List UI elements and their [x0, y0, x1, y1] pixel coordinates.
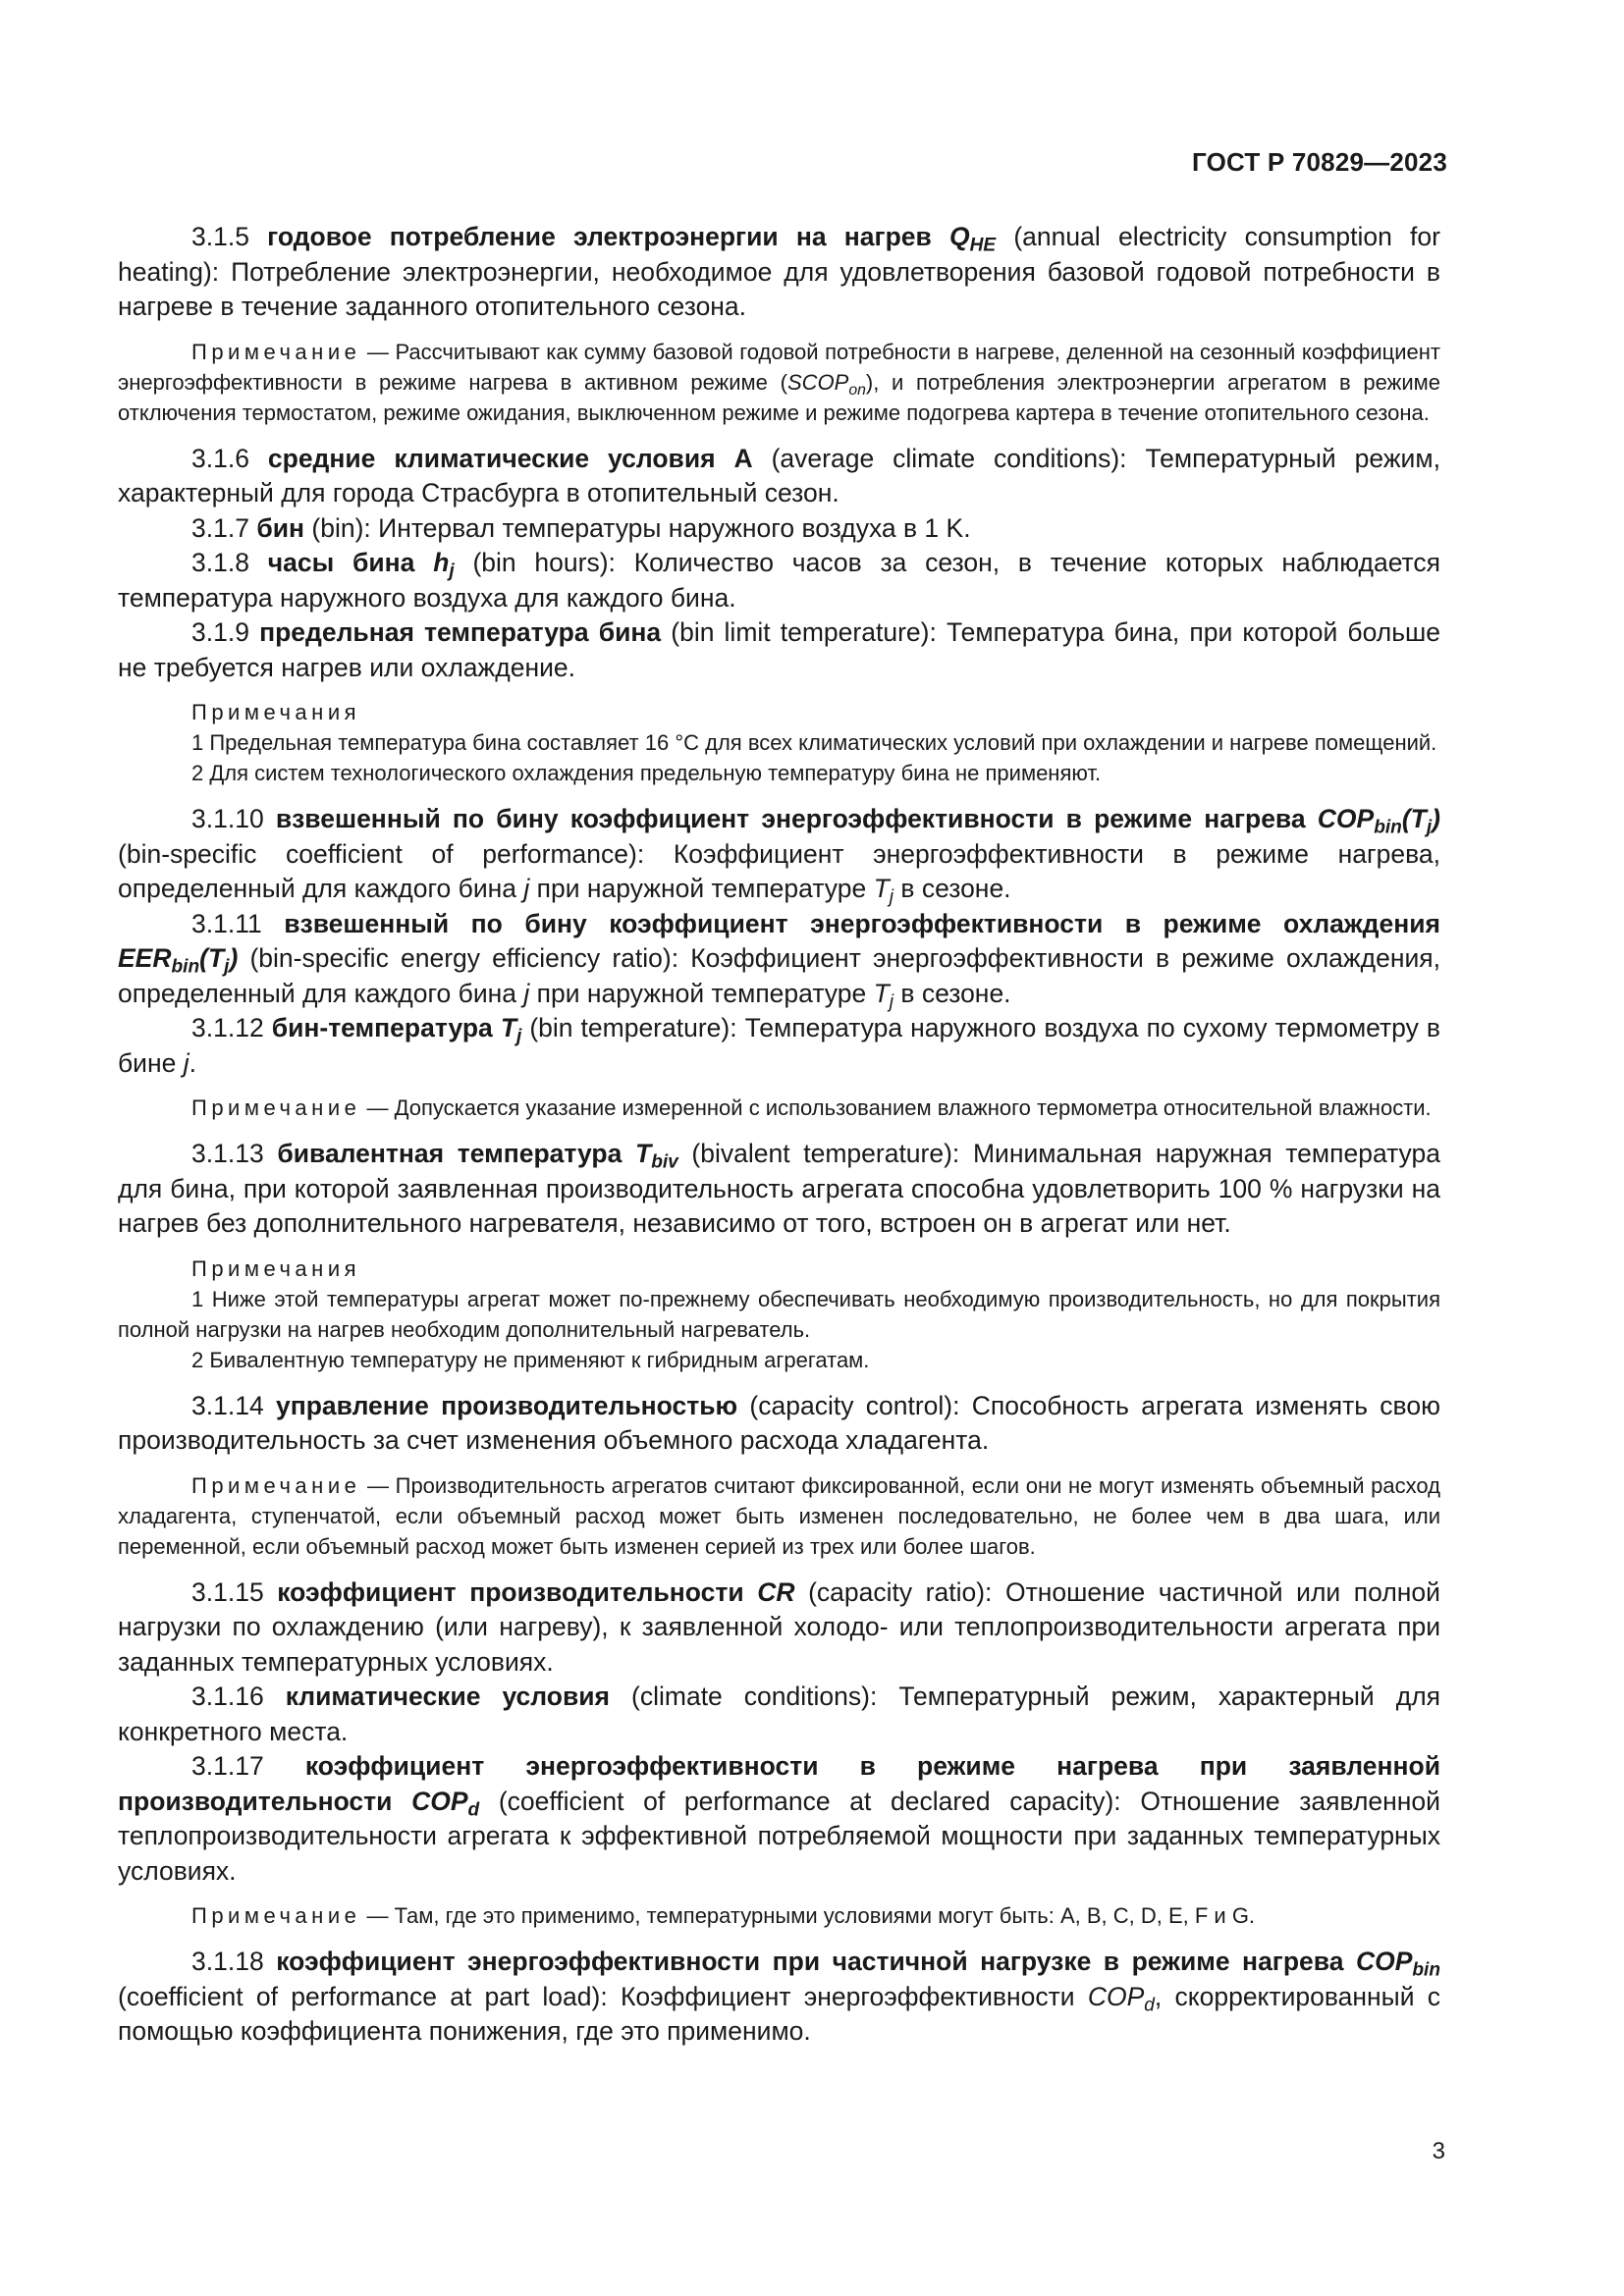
- term: годовое потребление электроэнергии на нагрев: [267, 222, 932, 251]
- clause-number: 3.1.5: [191, 222, 249, 251]
- clause-number: 3.1.12: [191, 1013, 264, 1042]
- note-text: Допускается указание измеренной с использованием влажного термометра относительной влажности.: [394, 1095, 1432, 1120]
- note-item: 2 Для систем технологического охлаждения предельную температуру бина не применяют.: [191, 761, 1102, 785]
- definition-text: Способность агрегата изменять свою производительность за счет изменения объемного расхода хладагента.: [118, 1390, 1440, 1455]
- clause-number: 3.1.16: [191, 1682, 264, 1711]
- note-3-1-17: Примечание — Там, где это применимо, температурными условиями могут быть: A, B, C, D, E, F и G.: [191, 1903, 1256, 1928]
- term: предельная температура бина: [259, 617, 662, 647]
- term: коэффициент энергоэффективности в режиме нагрева при заявленной производительности: [118, 1751, 1440, 1816]
- document-body: [118, 220, 1440, 2050]
- note-label: Примечание: [191, 1095, 361, 1120]
- term: взвешенный по бину коэффициент энергоэффективности в режиме нагрева: [275, 804, 1306, 833]
- clause-number: 3.1.17: [191, 1751, 264, 1781]
- term: коэффициент производительности: [277, 1576, 744, 1607]
- term: взвешенный по бину коэффициент энергоэффективности в режиме охлаждения: [284, 908, 1440, 938]
- symbol: $COP_{bin}(T_j)$: [1317, 804, 1440, 838]
- english-term: (annual electricity consumption for heating):: [118, 222, 1440, 287]
- definition-3-1-16: [118, 1680, 1440, 1749]
- definition-3-1-12: [118, 1011, 1440, 1081]
- note-3-1-12: Примечание — Допускается указание измеренной с использованием влажного термометра относительной влажности.: [191, 1095, 1432, 1120]
- english-term: (bin-specific coefficient of performance):: [118, 838, 645, 869]
- note-item: 1 Ниже этой температуры агрегат может по-прежнему обеспечивать необходимую производительность, но для покрытия полной нагрузки на нагрев необходим дополнительный нагреватель.: [118, 1286, 1440, 1342]
- note-label: Примечание: [191, 339, 361, 364]
- clause-number: 3.1.15: [191, 1576, 264, 1607]
- definition-text: Интервал температуры наружного воздуха в 1 K.: [378, 512, 971, 543]
- definition-text: Температурный режим, характерный для города Страсбурга в отопительный сезон.: [118, 443, 1440, 507]
- clause-number: 3.1.14: [191, 1390, 264, 1420]
- symbol: $h_j$: [433, 548, 455, 582]
- symbol: $Q_{HE}$: [949, 222, 997, 256]
- note-label: Примечание: [191, 1472, 361, 1498]
- clause-number: 3.1.13: [191, 1139, 264, 1168]
- term: бин: [256, 512, 304, 543]
- english-term: (climate conditions):: [631, 1682, 878, 1711]
- definition-text: Коэффициент энергоэффективности в режиме нагрева, определенный для каждого бина j при наружной температуре $T_j$ в сезоне.: [118, 838, 1440, 908]
- notes-3-1-9: [118, 697, 1440, 788]
- definition-text: Потребление электроэнергии, необходимое для удовлетворения базовой годовой потребности в нагреве в течение заданного отопительного сезона.: [118, 256, 1440, 321]
- english-term: (coefficient of performance at declared capacity):: [498, 1786, 1121, 1816]
- definition-text: Количество часов за сезон, в течение которых наблюдается температура наружного воздуха для каждого бина.: [118, 548, 1440, 613]
- notes-label: Примечания: [191, 700, 361, 724]
- document-header: ГОСТ Р 70829—2023: [1192, 147, 1447, 177]
- notes-3-1-13: [118, 1254, 1440, 1375]
- definition-text: Температура бина, при которой больше не требуется нагрев или охлаждение.: [118, 617, 1441, 682]
- note-item: 1 Предельная температура бина составляет 16 °C для всех климатических условий при охлаждении и нагреве помещений.: [191, 730, 1437, 755]
- english-term: (coefficient of performance at part load):: [118, 1981, 608, 2011]
- clause-number: 3.1.11: [191, 908, 262, 938]
- note-3-1-14: Примечание — Производительность агрегатов считают фиксированной, если они не могут изменять объемный расход хладагента, ступенчатой, если объемный расход может быть изменен последовательно, не более чем в два шага, или переменной, если объемный расход может быть изменен серией из трех или более шагов.: [118, 1472, 1440, 1559]
- note-text: Производительность агрегатов считают фиксированной, если они не могут изменять объемный расход хладагента, ступенчатой, если объемный расход может быть изменен последовательно, не более чем в два шага, или переменной, если объемный расход может быть изменен серией из трех или более шагов.: [118, 1472, 1440, 1559]
- clause-number: 3.1.6: [191, 443, 249, 473]
- definition-text: Температурный режим, характерный для конкретного места.: [118, 1682, 1441, 1746]
- note-text: Рассчитывают как сумму базовой годовой потребности в нагреве, деленной на сезонный коэффициент энергоэффективности в режиме нагрева в активном режиме (: [118, 339, 1440, 395]
- definition-3-1-13: [118, 1137, 1440, 1242]
- english-term: (bin temperature):: [529, 1013, 737, 1042]
- symbol: $T_{biv}$: [635, 1139, 678, 1173]
- english-term: (average climate conditions):: [771, 443, 1127, 473]
- definition-3-1-9: [118, 615, 1440, 685]
- clause-number: 3.1.18: [191, 1947, 264, 1976]
- notes-label: Примечания: [191, 1255, 361, 1281]
- symbol: $EER_{bin}(T_j)$: [118, 943, 239, 978]
- term: часы бина: [267, 548, 415, 577]
- clause-number: 3.1.9: [191, 617, 249, 647]
- english-term: (bin limit temperature):: [671, 617, 937, 647]
- definition-text: Коэффициент энергоэффективности в режиме охлаждения, определенный для каждого бина j при наружной температуре $T_j$ в сезоне.: [118, 943, 1440, 1013]
- definition-text: Коэффициент энергоэффективности $COP_d$, скорректированный с помощью коэффициента понижения, где это применимо.: [118, 1981, 1440, 2046]
- clause-number: 3.1.7: [191, 512, 249, 543]
- note-label: Примечание: [191, 1903, 361, 1928]
- symbol: $T_j$: [500, 1013, 522, 1047]
- definition-3-1-6: [118, 442, 1440, 511]
- clause-number: 3.1.8: [191, 548, 249, 577]
- definition-3-1-17: [118, 1749, 1440, 1889]
- term: коэффициент энергоэффективности при частичной нагрузке в режиме нагрева: [276, 1947, 1344, 1976]
- note-text: Там, где это применимо, температурными условиями могут быть: A, B, C, D, E, F и G.: [394, 1903, 1256, 1928]
- english-term: (bin hours):: [472, 548, 616, 577]
- symbol: $COP_d$: [411, 1786, 480, 1821]
- symbol: CR: [757, 1576, 795, 1607]
- symbol: $COP_{bin}$: [1355, 1947, 1440, 1981]
- definition-text: Температура наружного воздуха по сухому термометру в бине j.: [118, 1013, 1440, 1078]
- term: средние климатические условия A: [267, 443, 753, 473]
- definition-3-1-15: [118, 1575, 1440, 1681]
- definition-3-1-8: [118, 546, 1440, 615]
- term: бивалентная температура: [277, 1139, 623, 1168]
- definition-text: Отношение частичной или полной нагрузки по охлаждению (или нагреву), к заявленной холодо- или теплопроизводительности агрегата при заданных температурных условиях.: [118, 1576, 1440, 1677]
- english-term: (capacity control):: [749, 1390, 960, 1420]
- note-3-1-5: Примечание — Рассчитывают как сумму базовой годовой потребности в нагреве, деленной на сезонный коэффициент энергоэффективности в режиме нагрева в активном режиме $(SCOP_{on})$, и потребления электроэнергии агрегатом в режиме отключения термостатом, режиме ожидания, выключенном режиме и режиме подогрева картера в течение отопительного сезона.: [118, 339, 1441, 425]
- english-term: (bin-specific energy efficiency ratio):: [249, 943, 679, 973]
- definition-3-1-7: [118, 511, 1440, 547]
- definition-3-1-18: [118, 1945, 1440, 2050]
- definition-3-1-14: [118, 1389, 1440, 1459]
- clause-number: 3.1.10: [191, 804, 264, 833]
- definition-text: Отношение заявленной теплопроизводительности агрегата к эффективной потребляемой мощности при заданных температурных условиях.: [118, 1786, 1440, 1886]
- term: управление производительностью: [275, 1390, 738, 1420]
- term: климатические условия: [285, 1682, 611, 1711]
- note-item: 2 Бивалентную температуру не применяют к гибридным агрегатам.: [191, 1347, 870, 1372]
- definition-3-1-10: [118, 802, 1440, 907]
- english-term: (bivalent temperature):: [691, 1139, 960, 1168]
- term: бин-температура: [271, 1013, 493, 1042]
- page-number: 3: [1432, 2138, 1445, 2164]
- english-term: (capacity ratio):: [808, 1576, 993, 1607]
- definition-3-1-5: [118, 220, 1440, 325]
- definition-3-1-11: [118, 907, 1440, 1012]
- note-symbol: $SCOP_{on}$: [786, 369, 866, 399]
- definition-text: Минимальная наружная температура для бина, при которой заявленная производительность агрегата способна удовлетворить 100 % нагрузки на нагрев без дополнительного нагревателя, независимо от того, встроен он в агрегат или нет.: [118, 1139, 1440, 1238]
- english-term: (bin):: [311, 512, 371, 543]
